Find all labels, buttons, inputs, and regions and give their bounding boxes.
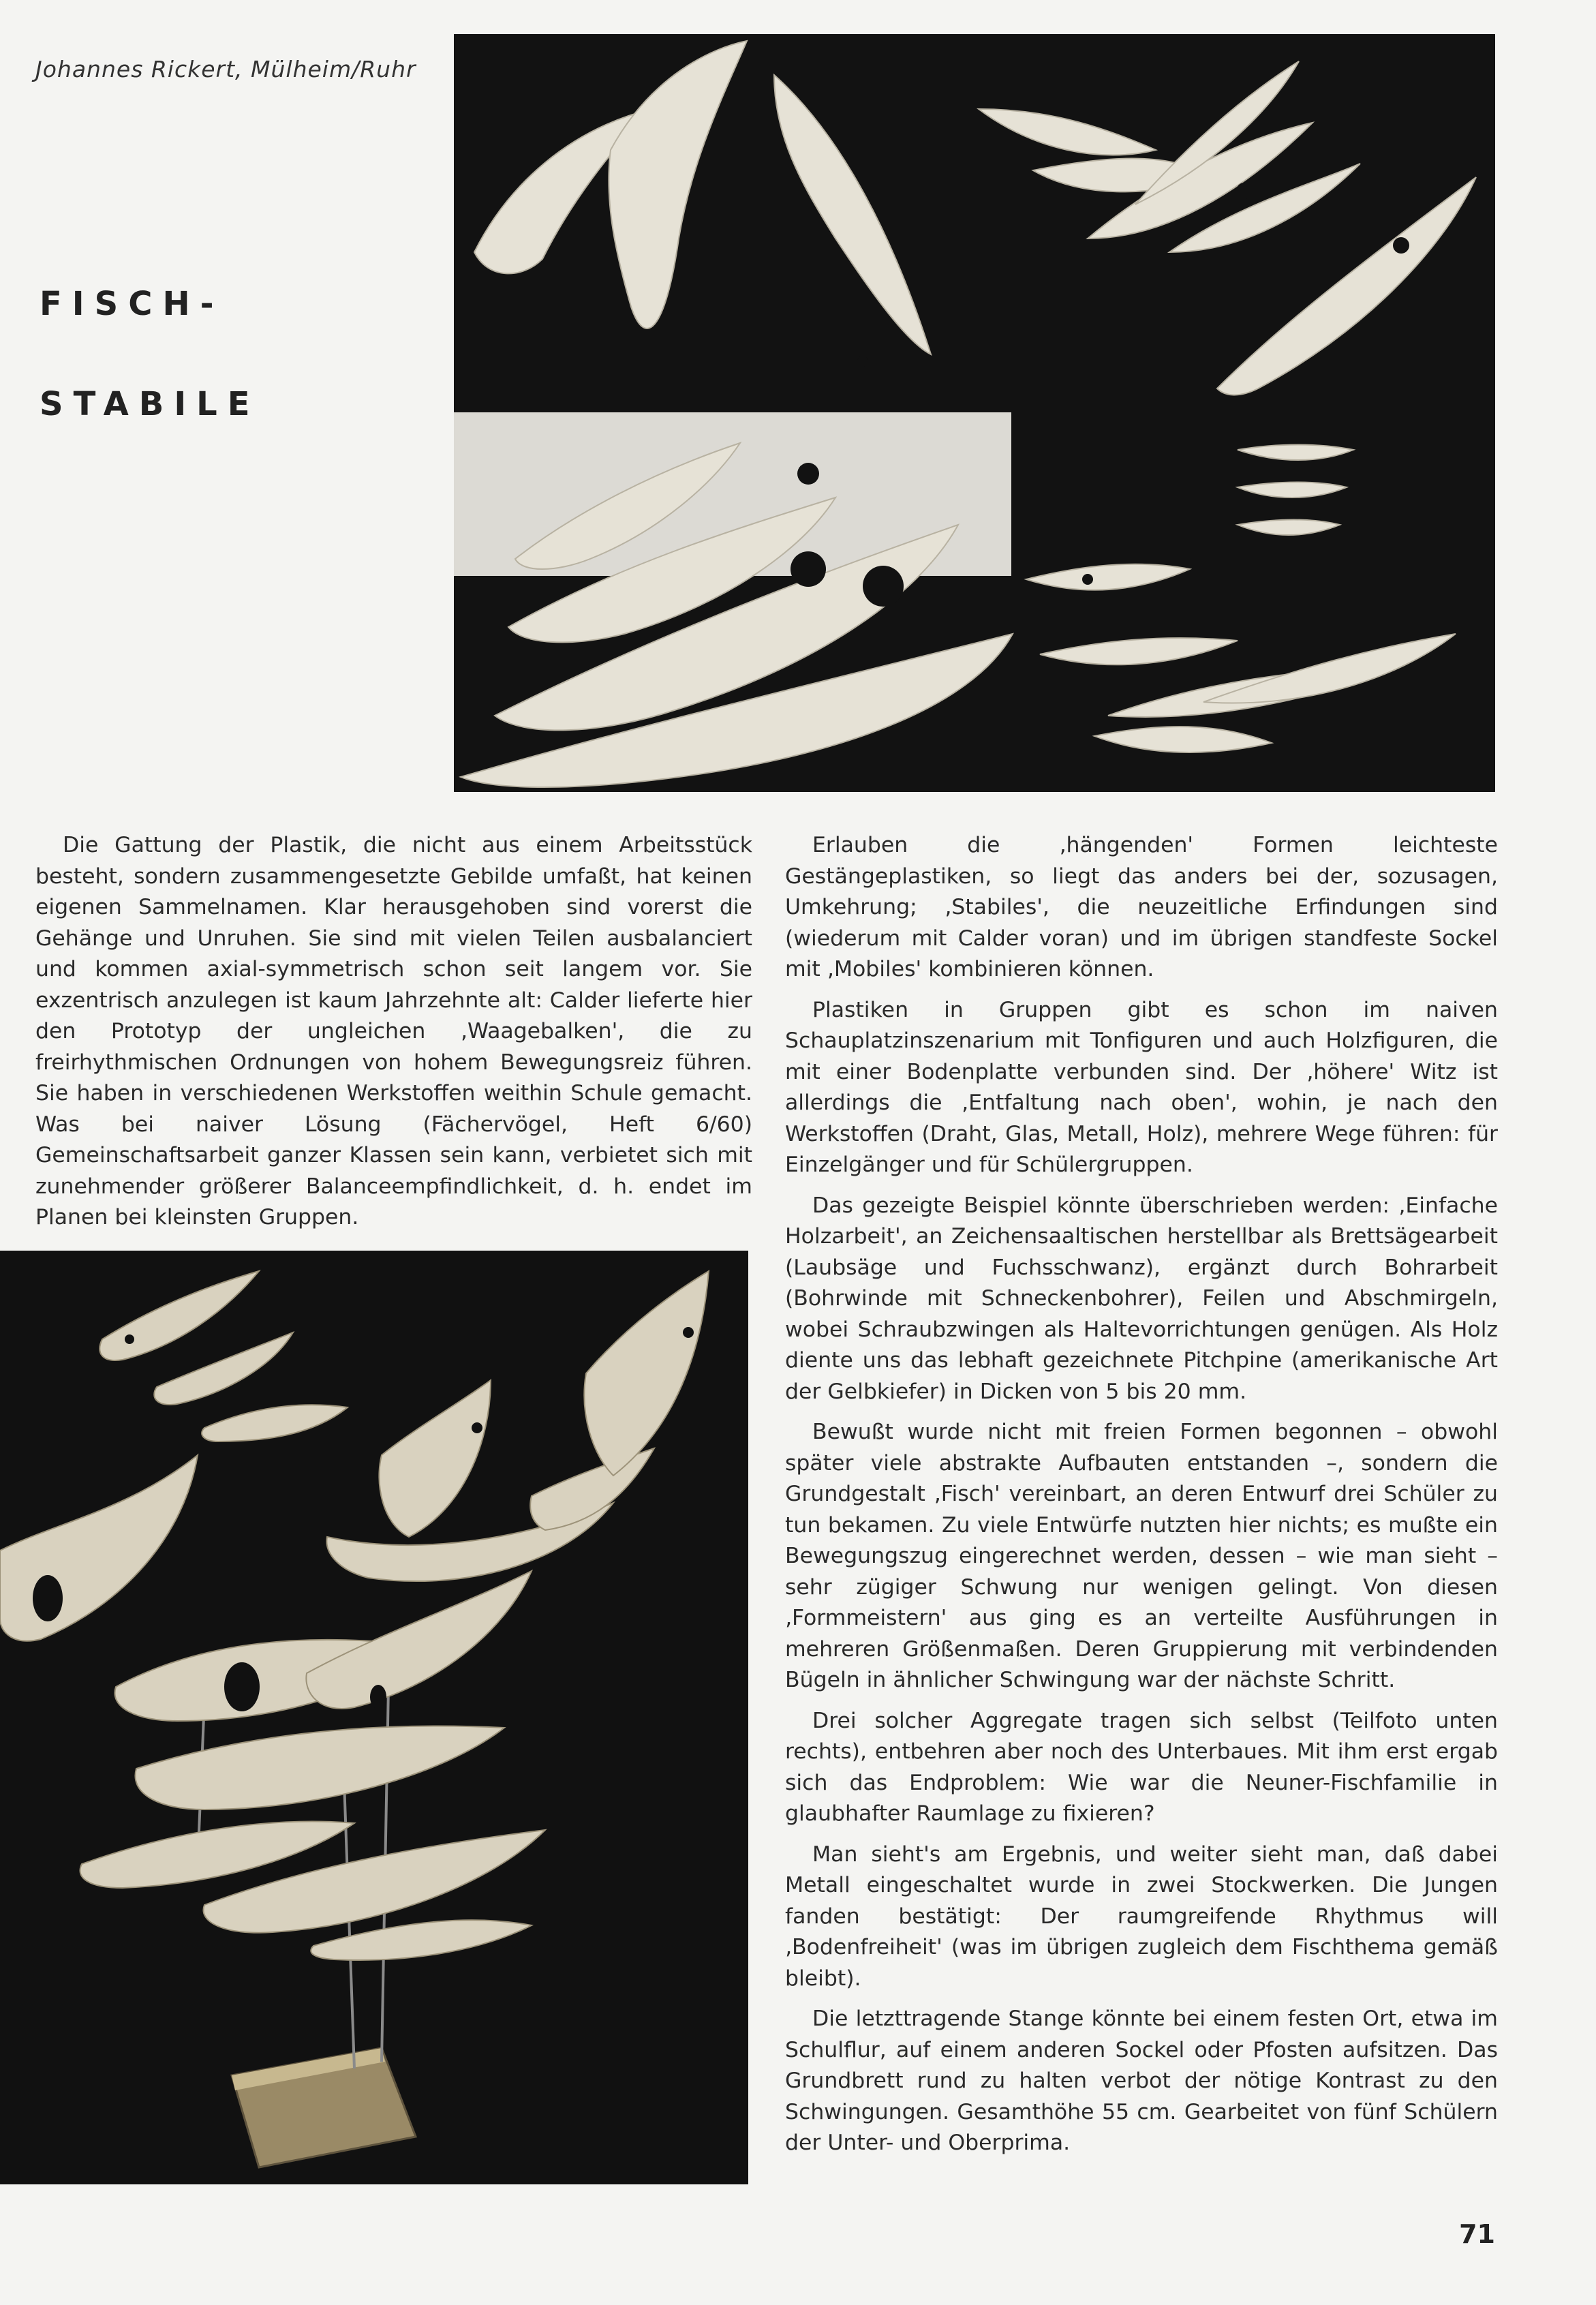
bottom-photo-fish-stabile [0,1251,748,2184]
paragraph: Drei solcher Aggregate tragen sich selbst (Teilfoto unten rechts), entbehren aber noch des Unterbaues. Mit ihm erst ergab sich das Endproblem: Wie war die Neuner-Fischfamilie in glaubhafter Raumlage zu fixieren? [785,1708,1498,1826]
page-number: 71 [1459,2219,1495,2249]
top-photo-illustration [454,34,1495,792]
author-line: Johannes Rickert, Mülheim/Ruhr [35,56,416,82]
right-text-column [785,830,1498,2169]
paragraph: Die Gattung der Plastik, die nicht aus einem Arbeitsstück besteht, sondern zusammengesetzte Gebilde umfaßt, hat keinen eigenen Sammelnamen. Klar herausgehoben sind vorerst die Gehänge und Unruhen. Sie sind mit vielen Teilen ausbalanciert und kommen axial-symmetrisch schon seit langem vor. Sie exzentrisch anzulegen ist kaum Jahrzehnte alt: Calder lieferte hier den Prototyp der ungleichen ‚Waagebalken', die zu freirhythmischen Ordnungen von hohem Bewegungsreiz führen. Sie haben in verschiedenen Werkstoffen weithin Schule gemacht. Was bei naiver Lösung (Fächervögel, Heft 6/60) Gemeinschaftsarbeit ganzer Klassen sein kann, verbietet sich mit zunehmender größerer Balanceempfindlichkeit, d. h. endet im Planen bei kleinsten Gruppen. [35,833,752,1230]
paragraph: Plastiken in Gruppen gibt es schon im naiven Schauplatzinszenarium mit Tonfiguren und auch Holzfiguren, die mit einer Bodenplatte verbunden sind. Der ‚höhere' Witz ist allerdings die ‚Entfaltung nach oben', wohin, je nach den Werkstoffen (Draht, Glas, Metall, Holz), mehrere Wege führen: für Einzelgänger und für Schülergruppen. [785,997,1498,1177]
left-text-column [35,830,752,1243]
paragraph: Bewußt wurde nicht mit freien Formen begonnen – obwohl später viele abstrakte Aufbauten entstanden –, sondern die Grundgestalt ‚Fisch' vereinbart, an deren Entwurf drei Schüler zu tun bekamen. Zu viele Entwürfe nutzten hier nichts; es mußte ein Bewegungszug eingerechnet werden, dessen – wie man sieht – sehr zügiger Schwung nur wenigen gelingt. Von diesen ‚Formmeistern' aus ging es an verteilte Ausführungen in mehreren Größenmaßen. Deren Gruppierung mit verbindenden Bügeln in ähnlicher Schwingung war der nächste Schritt. [785,1420,1498,1692]
article-title-line2: STABILE [40,385,260,423]
paragraph: Man sieht's am Ergebnis, und weiter sieht man, daß dabei Metall eingeschaltet wurde in zwei Stockwerken. Die Jungen fanden bestätigt: Der raumgreifende Rhythmus will ‚Bodenfreiheit' (was im übrigen zugleich dem Fischthema gemäß bleibt). [785,1842,1498,1991]
paragraph: Das gezeigte Beispiel könnte überschrieben werden: ‚Einfache Holzarbeit', an Zeichensaaltischen herstellbar als Brettsägearbeit (Laubsäge und Fuchsschwanz), ergänzt durch Bohrarbeit (Bohrwinde mit Schneckenbohrer), Feilen und Abschmirgeln, wobei Schraubzwingen als Haltevorrichtungen genügen. Als Holz diente uns das lebhaft gezeichnete Pitchpine (amerikanische Art der Gelbkiefer) in Dicken von 5 bis 20 mm. [785,1193,1498,1404]
article-title-line1: FISCH- [40,285,224,323]
paragraph: Erlauben die ‚hängenden' Formen leichteste Gestängeplastiken, so liegt das anders bei der, sozusagen, Umkehrung; ‚Stabiles', die neuzeitliche Erfindungen sind (wiederum mit Calder voran) und im übrigen standfeste Sockel mit ‚Mobiles' kombinieren können. [785,833,1498,981]
bottom-photo-illustration [0,1251,748,2184]
paragraph: Die letzttragende Stange könnte bei einem festen Ort, etwa im Schulflur, auf einem anderen Sockel oder Pfosten aufsitzen. Das Grundbrett rund zu halten verbot der nötige Kontrast zu den Schwingungen. Gesamthöhe 55 cm. Gearbeitet von fünf Schülern der Unter- und Oberprima. [785,2006,1498,2155]
top-photo-fish-mobiles [454,34,1495,792]
